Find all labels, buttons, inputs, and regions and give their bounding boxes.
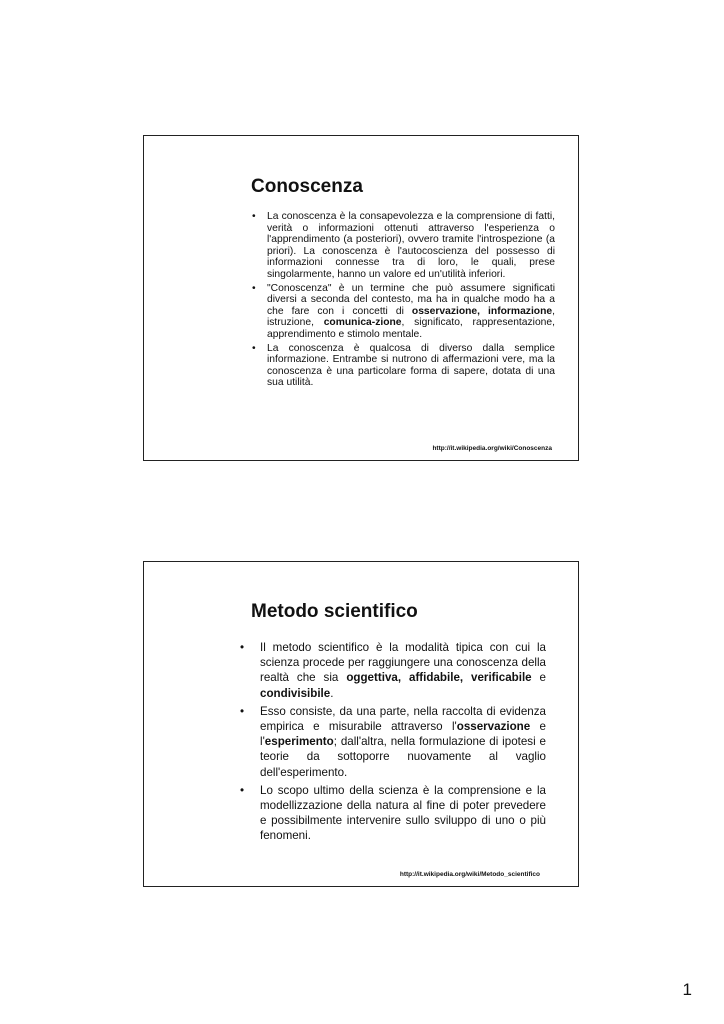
bold-term: osservazione (456, 720, 531, 734)
bullet-text: . (330, 686, 334, 700)
bullet-dot-icon: • (252, 211, 256, 222)
bullet-dot-icon: • (252, 282, 256, 294)
bullet-text: e l' (260, 720, 546, 749)
bullet-dot-icon: • (252, 342, 256, 354)
source-link[interactable]: http://it.wikipedia.org/wiki/Conoscenza (432, 445, 552, 452)
slide-title: Conoscenza (251, 176, 363, 197)
slide-conoscenza (143, 135, 579, 461)
bullet-dot-icon: • (240, 641, 245, 654)
bullet-text: , significato, rappresentazione, apprendimento e stimolo mentale. (267, 317, 555, 340)
bullet-item (240, 640, 546, 701)
bullet-list (252, 211, 555, 391)
bullet-item (240, 783, 546, 844)
bold-term: comunica-zione (323, 317, 402, 329)
bullet-item (252, 343, 555, 389)
bullet-text: Esso consiste, da una parte, nella raccolta di evidenza empirica e misurabile attraverso l' (260, 704, 546, 734)
bullet-text: Lo scopo ultimo della scienza è la comprensione e la modellizzazione della natura al fine di poter prevedere e possibilmente intervenire sullo sviluppo di uno o più fenomeni. (260, 783, 546, 843)
bullet-item (252, 283, 555, 341)
bullet-text: La conoscenza è qualcosa di diverso dalla semplice informazione. Entrambe si nutrono di affermazioni vere, ma la conoscenza è una particolare forma di sapere, dotata di una sua utilità. (267, 342, 555, 389)
bullet-dot-icon: • (240, 783, 245, 797)
bullet-item (240, 704, 546, 780)
bullet-list (240, 640, 546, 847)
bullet-text: La conoscenza è la consapevolezza e la comprensione di fatti, verità o informazioni ottenuti attraverso l'esperienza o l'apprendimento (a posteriori), ovvero tramite l'introspezione (a priori). La conoscenza è l'autocoscienza del possesso di informazioni connesse tra di loro, le quali, prese singolarmente, hanno un valore ed un'utilità inferiori. (267, 211, 555, 280)
bullet-text: ; dall'altra, nella formulazione di ipotesi e teorie da sottoporre nuovamente al vaglio dell'esperimento. (260, 735, 546, 779)
bold-term: osservazione, informazione (411, 305, 553, 317)
bullet-text: , istruzione, (267, 305, 555, 329)
bold-term: esperimento (264, 735, 334, 749)
bullet-text: "Conoscenza" è un termine che può assumere significati diversi a seconda del contesto, ma ha in qualche modo ha a che fare con i concetti di (267, 282, 555, 317)
bullet-text: Il metodo scientifico è la modalità tipica con cui la scienza procede per raggiungere una conoscenza della realtà che sia (260, 641, 546, 685)
bullet-text: e (531, 671, 547, 685)
bold-term: oggettiva, affidabile, verificabile (346, 671, 532, 685)
slide-title: Metodo scientifico (251, 601, 418, 622)
source-link[interactable]: http://it.wikipedia.org/wiki/Metodo_scientifico (399, 871, 540, 878)
bold-term: condivisibile (260, 686, 331, 700)
bullet-item (252, 211, 555, 281)
page-number: 1 (682, 980, 692, 999)
bullet-dot-icon: • (240, 704, 245, 718)
slide-metodo-scientifico (143, 561, 579, 887)
